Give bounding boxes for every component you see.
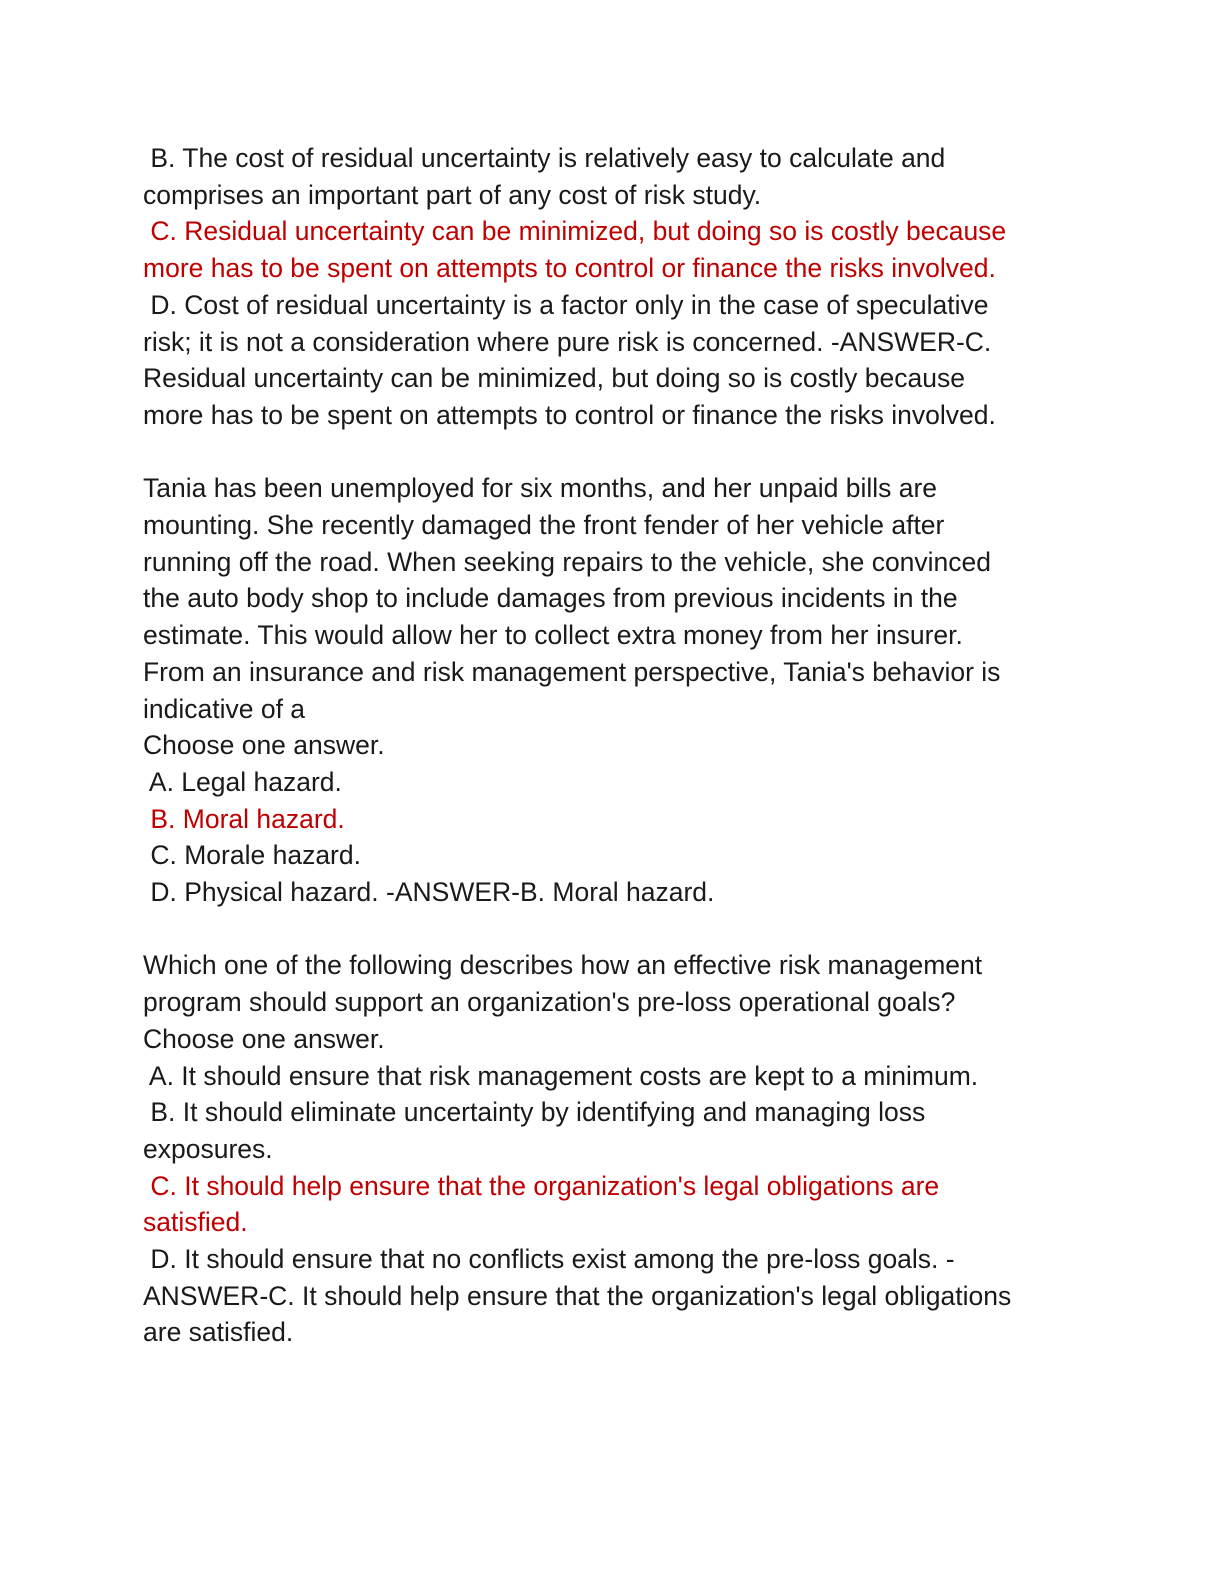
answer-key-line: are satisfied. bbox=[143, 1317, 294, 1348]
answer-option-a: A. It should ensure that risk management costs are kept to a minimum. bbox=[143, 1060, 979, 1091]
answer-option-d: D. It should ensure that no conflicts exist among the pre-loss goals. - bbox=[143, 1244, 955, 1275]
question-block-preloss-goals bbox=[143, 947, 1103, 1351]
choose-one-prompt: Choose one answer. bbox=[143, 730, 385, 761]
text-line: risk; it is not a consideration where pure risk is concerned. -ANSWER-C. bbox=[143, 326, 992, 357]
question-text-line: program should support an organization's pre-loss operational goals? bbox=[143, 987, 956, 1018]
answer-option-a: A. Legal hazard. bbox=[143, 766, 342, 797]
answer-option-c-correct: satisfied. bbox=[143, 1207, 248, 1238]
text-line: B. The cost of residual uncertainty is relatively easy to calculate and bbox=[143, 143, 946, 173]
answer-key-line: ANSWER-C. It should help ensure that the organization's legal obligations bbox=[143, 1280, 1012, 1311]
text-line: more has to be spent on attempts to control or finance the risks involved. bbox=[143, 399, 996, 430]
paragraph-gap bbox=[143, 911, 1103, 948]
answer-option-c-correct: C. It should help ensure that the organization's legal obligations are bbox=[143, 1170, 940, 1201]
text-line: comprises an important part of any cost of risk study. bbox=[143, 179, 762, 210]
answer-option-c: C. Morale hazard. bbox=[143, 840, 361, 871]
question-block-residual-uncertainty bbox=[143, 140, 1103, 434]
question-text-line: indicative of a bbox=[143, 693, 306, 724]
question-text-line: running off the road. When seeking repairs to the vehicle, she convinced bbox=[143, 546, 992, 577]
correct-answer-line: more has to be spent on attempts to control or finance the risks involved. bbox=[143, 253, 996, 284]
text-line: Residual uncertainty can be minimized, but doing so is costly because bbox=[143, 363, 965, 394]
choose-one-prompt: Choose one answer. bbox=[143, 1023, 385, 1054]
answer-option-b: exposures. bbox=[143, 1133, 273, 1164]
document-page bbox=[143, 140, 1103, 1351]
answer-option-b: B. It should eliminate uncertainty by identifying and managing loss bbox=[143, 1097, 926, 1128]
answer-option-b-correct: B. Moral hazard. bbox=[143, 803, 345, 834]
question-block-tania bbox=[143, 470, 1103, 910]
question-text-line: Tania has been unemployed for six months, and her unpaid bills are bbox=[143, 473, 938, 504]
question-text-line: From an insurance and risk management perspective, Tania's behavior is bbox=[143, 656, 1001, 687]
question-text-line: Which one of the following describes how an effective risk management bbox=[143, 950, 983, 981]
text-line: D. Cost of residual uncertainty is a factor only in the case of speculative bbox=[143, 289, 989, 320]
question-text-line: the auto body shop to include damages from previous incidents in the bbox=[143, 583, 958, 614]
question-text-line: mounting. She recently damaged the front fender of her vehicle after bbox=[143, 510, 945, 541]
question-text-line: estimate. This would allow her to collect extra money from her insurer. bbox=[143, 620, 963, 651]
paragraph-gap bbox=[143, 434, 1103, 471]
answer-option-d: D. Physical hazard. -ANSWER-B. Moral hazard. bbox=[143, 877, 715, 908]
correct-answer-line: C. Residual uncertainty can be minimized, but doing so is costly because bbox=[143, 216, 1007, 247]
